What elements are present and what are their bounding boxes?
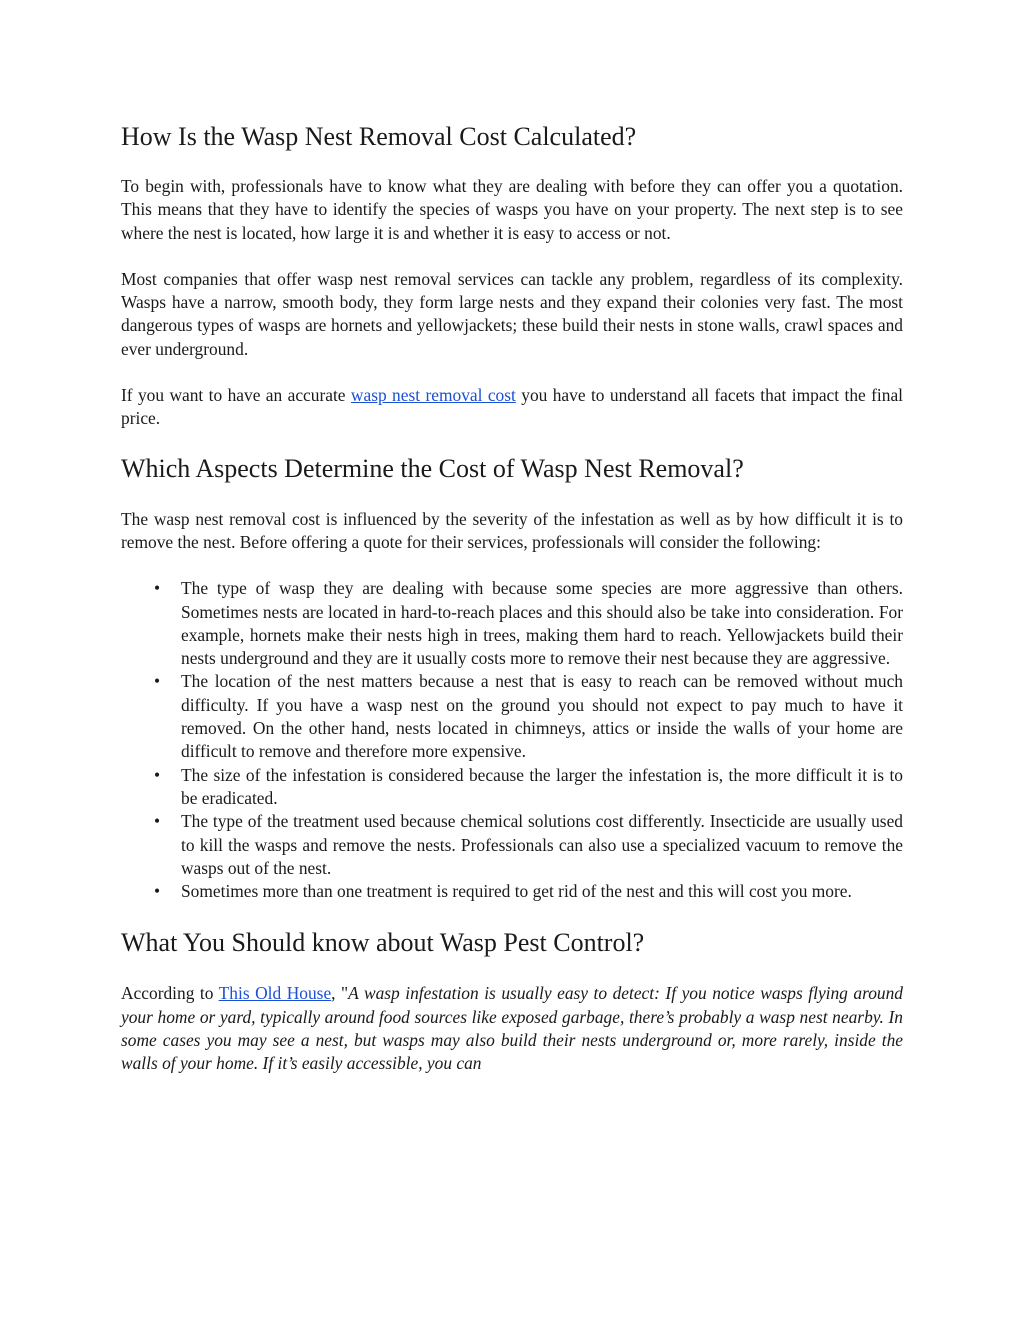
list-item (121, 577, 903, 670)
paragraph-companies: Most companies that offer wasp nest removal services can tackle any problem, regardless of its complexity. Wasps have a narrow, smooth body, they form large nests and they expand their colonies very fast. The most dangerous types of wasps are hornets and yellowjackets; these build their nests in stone walls, crawl spaces and ever underground. (121, 268, 903, 359)
bullet-icon: • (154, 578, 161, 599)
paragraph-accurate-cost-after: you have to understand all facets that impact the final price. (121, 385, 903, 429)
list-item-text: Sometimes more than one treatment is required to get rid of the nest and this will cost you more. (181, 881, 852, 902)
aspects-list (121, 577, 903, 903)
list-item (121, 810, 903, 880)
list-item-text: The type of wasp they are dealing with because some species are more aggressive than others. Sometimes nests are located in hard-to-reach places and this should also be take into consideration. For example, hornets make their nests high in trees, making them hard to reach. Yellowjackets build their nests underground and they are it usually costs more to remove their nest because they are aggressive. (181, 578, 903, 669)
list-item (121, 670, 903, 763)
bullet-icon: • (154, 811, 161, 832)
quote-text: A wasp infestation is usually easy to detect: If you notice wasps flying around your home or yard, typically around food sources like exposed garbage, there’s probably a wasp nest nearby. In some cases you may see a nest, but wasps may also build their nests underground or, more rarely, inside the walls of your home. If it’s easily accessible, you can (121, 983, 904, 1074)
paragraph-intro: To begin with, professionals have to know what they are dealing with before they can offer you a quotation. This means that they have to identify the species of wasps you have on your property. The next step is to see where the nest is located, how large it is and whether it is easy to access or not. (121, 176, 903, 243)
section-heading-aspects: Which Aspects Determine the Cost of Wasp Nest Removal? (121, 453, 744, 483)
bullet-icon: • (154, 671, 161, 692)
list-item-text: The size of the infestation is considered because the larger the infestation is, the more difficult it is to be eradicated. (181, 764, 903, 808)
this-old-house-link[interactable]: This Old House (218, 983, 332, 1004)
bullet-icon: • (154, 881, 161, 902)
list-item-text: The type of the treatment used because chemical solutions cost differently. Insecticide are usually used to kill the wasps and remove the nests. Professionals can also use a specialized vacuum to remove the wasps out of the nest. (181, 811, 903, 878)
quote-intro-text: According to (121, 983, 219, 1004)
wasp-nest-removal-cost-link[interactable]: wasp nest removal cost (350, 385, 516, 406)
paragraph-accurate-cost-before: If you want to have an accurate (121, 385, 351, 406)
section-heading-pest-control: What You Should know about Wasp Pest Control? (121, 928, 645, 958)
section-heading-cost-calculated: How Is the Wasp Nest Removal Cost Calculated? (121, 122, 637, 151)
document-body (121, 120, 903, 1076)
bullet-icon: • (154, 764, 161, 785)
list-item (121, 764, 903, 811)
quote-open-mark: , " (331, 983, 349, 1004)
paragraph-this-old-house-quote (121, 982, 903, 1075)
list-item-text: The location of the nest matters because a nest that is easy to reach can be removed without much difficulty. If you have a wasp nest on the ground you should not expect to pay much to have it removed. On the other hand, nests located in chimneys, attics or inside the walls of your home are difficult to remove and therefore more expensive. (181, 671, 903, 762)
list-item (121, 880, 903, 903)
paragraph-accurate-cost (121, 384, 903, 431)
paragraph-aspects-intro: The wasp nest removal cost is influenced by the severity of the infestation as well as by how difficult it is to remove the nest. Before offering a quote for their services, professionals will consider the following: (121, 508, 903, 552)
